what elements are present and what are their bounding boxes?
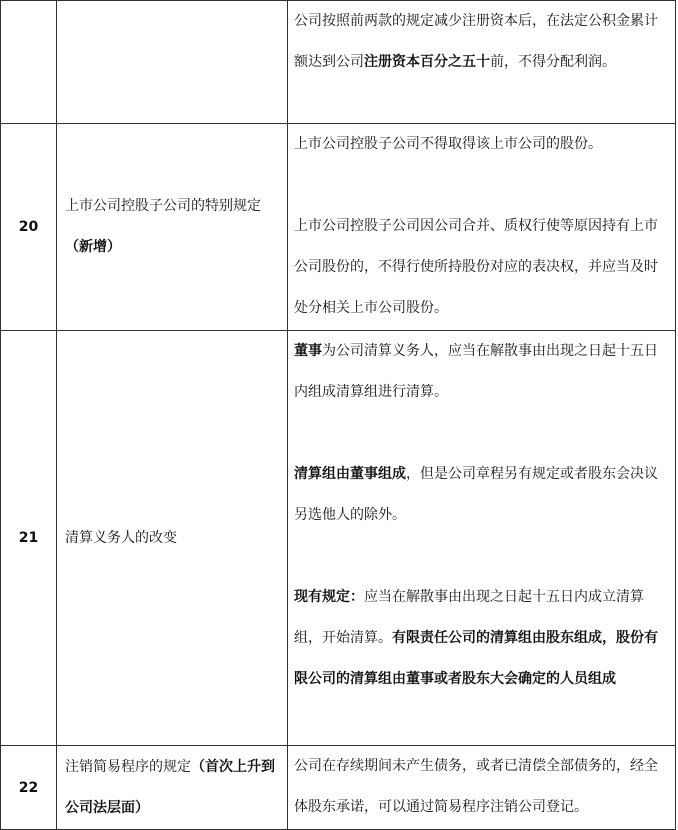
row-number-cell — [1, 1, 57, 124]
content-bold-text: 注册资本百分之五十 — [364, 54, 490, 70]
content-text: 公司按照前两款的规定减少注册资本后，在法定公积金累计额达到公司 — [294, 13, 658, 70]
row-title: 注销简易程序的规定 — [65, 758, 191, 775]
content-paragraph: 公司在存续期间未产生债务，或者已清偿全部债务的，经全体股东承诺，可以通过简易程序注销公司登记。 — [294, 758, 658, 815]
row-number-cell — [1, 746, 57, 830]
row-title: 上市公司控股子公司的特别规定 — [65, 198, 261, 214]
table-row — [1, 746, 676, 830]
content-paragraph — [294, 454, 669, 536]
row-title-bold: （首次上升到公司法层面） — [65, 758, 275, 816]
row-content-cell — [288, 331, 676, 746]
content-bold-text: 有限责任公司的清算组由股东组成，股份有限公司的清算组由董事或者股东大会确定的人员组成 — [294, 630, 658, 687]
content-paragraph — [294, 577, 669, 700]
row-number-cell — [1, 331, 57, 746]
content-text: 为公司清算义务人，应当在解散事由出现之日起十五日内组成清算组进行清算。 — [294, 343, 658, 400]
content-text: ，但是公司章程另有规定或者股东会决议另选他人的除外。 — [294, 466, 658, 523]
row-title: 清算义务人的改变 — [65, 529, 177, 546]
content-text: 前，不得分配利润。 — [490, 54, 616, 70]
paragraph-spacer — [294, 536, 669, 577]
content-paragraph — [294, 1, 669, 83]
content-paragraph — [294, 331, 669, 413]
content-paragraph: 上市公司控股子公司不得取得该上市公司的股份。 — [294, 136, 602, 152]
row-title-cell — [57, 124, 288, 331]
content-bold-text: 清算组由董事组成 — [294, 466, 406, 482]
table-row — [1, 1, 676, 124]
row-title-cell — [57, 331, 288, 746]
row-number: 22 — [18, 779, 39, 796]
paragraph-spacer — [294, 413, 669, 454]
row-content-cell — [288, 746, 676, 830]
row-number-cell — [1, 124, 57, 331]
content-paragraph: 上市公司控股子公司因公司合并、质权行使等原因持有上市公司股份的，不得行使所持股份对应的表决权，并应当及时处分相关上市公司股份。 — [294, 218, 658, 316]
row-title-cell — [57, 1, 288, 124]
paragraph-spacer — [294, 165, 669, 206]
row-title-cell — [57, 746, 288, 830]
content-text: 应当在解散事由出现之日起十五日内成立清算组，开始清算。 — [294, 589, 644, 646]
table-row — [1, 331, 676, 746]
row-content-cell — [288, 124, 676, 331]
content-bold-text: 现有规定： — [294, 589, 364, 605]
row-number: 21 — [18, 530, 39, 546]
content-bold-text: 董事 — [294, 343, 322, 359]
row-content-cell — [288, 1, 676, 124]
table-row — [1, 124, 676, 331]
row-title-bold: （新增） — [65, 239, 121, 255]
row-number: 20 — [18, 219, 39, 235]
